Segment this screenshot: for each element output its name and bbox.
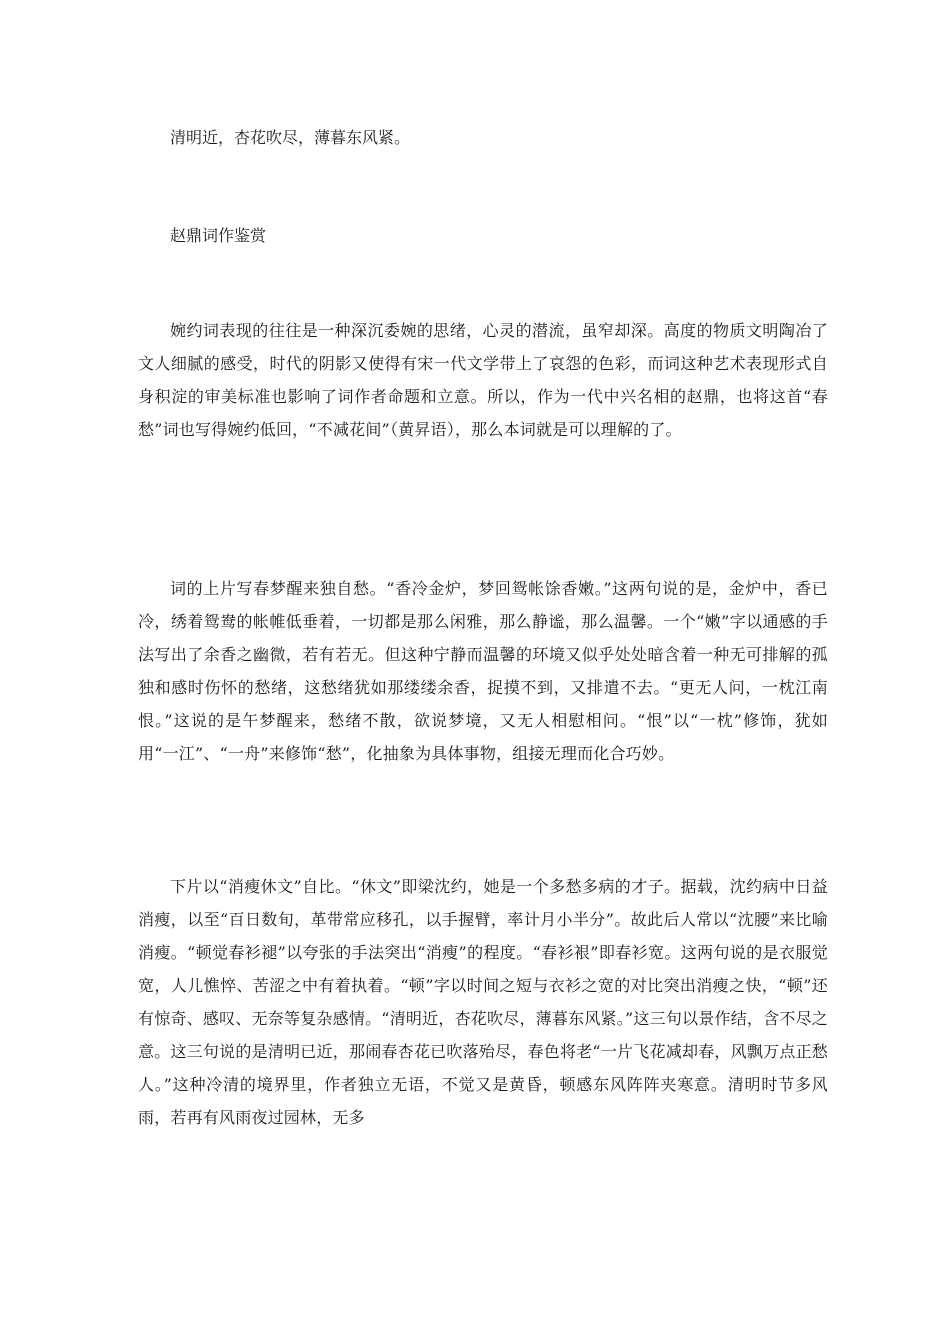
paragraph-3: 下片以“消瘦休文”自比。“休文”即梁沈约，她是一个多愁多病的才子。据载，沈约病中日益消瘦，以至“百日数旬，革带常应移孔，以手握臂，率计月小半分”。故此后人常以“沈腰”来比喻消瘦。“顿觉春衫褪”以夸张的手法突出“消瘦”的程度。“春衫裉”即春衫宽。这两句说的是衣服觉宽，人儿憔悴、苦涩之中有着执着。“顿”字以时间之短与衣衫之宽的对比突出消瘦之快，“顿”还有惊奇、感叹、无奈等复杂感情。“清明近，杏花吹尽，薄暮东风紧。”这三句以景作结，含不尽之意。这三句说的是清明已近，那闹春杏花已吹落殆尽，春色将老“一片飞花减却春，风飘万点正愁人。”这种冷清的境界里，作者独立无语，不觉又是黄昏，顿感东风阵阵夹寒意。清明时节多风雨，若再有风雨夜过园林，无多 xyxy=(138,877,828,1127)
top-line: 清明近，杏花吹尽，薄暮东风紧。 xyxy=(170,128,411,147)
paragraph-1: 婉约词表现的往往是一种深沉委婉的思绪，心灵的潜流，虽窄却深。高度的物质文明陶冶了文人细腻的感受，时代的阴影又使得有宋一代文学带上了哀怨的色彩，而词这种艺术表现形式自身积淀的审美标准也影响了词作者命题和立意。所以，作为一代中兴名相的赵鼎，也将这首“春愁”词也写得婉约低回，“不减花间”（黄昇语），那么本词就是可以理解的了。 xyxy=(138,321,828,439)
document-page xyxy=(138,0,828,1344)
paragraph-2: 词的上片写春梦醒来独自愁。“香冷金炉，梦回鸳帐馀香嫩。”这两句说的是，金炉中，香已冷，绣着鸳鸯的帐帷低垂着，一切都是那么闲雅，那么静谧，那么温馨。一个“嫩”字以通感的手法写出了余香之幽微，若有若无。但这种宁静而温馨的环境又似乎处处暗含着一种无可排解的孤独和感时伤怀的愁绪，这愁绪犹如那缕缕余香，捉摸不到，又排遣不去。“更无人问，一枕江南恨。”这说的是午梦醒来，愁绪不散，欲说梦境，又无人相慰相问。“恨”以“一枕”修饰，犹如用“一江”、“一舟”来修饰“愁”，化抽象为具体事物，组接无理而化合巧妙。 xyxy=(138,579,828,763)
section-title: 赵鼎词作鉴赏 xyxy=(170,226,267,245)
